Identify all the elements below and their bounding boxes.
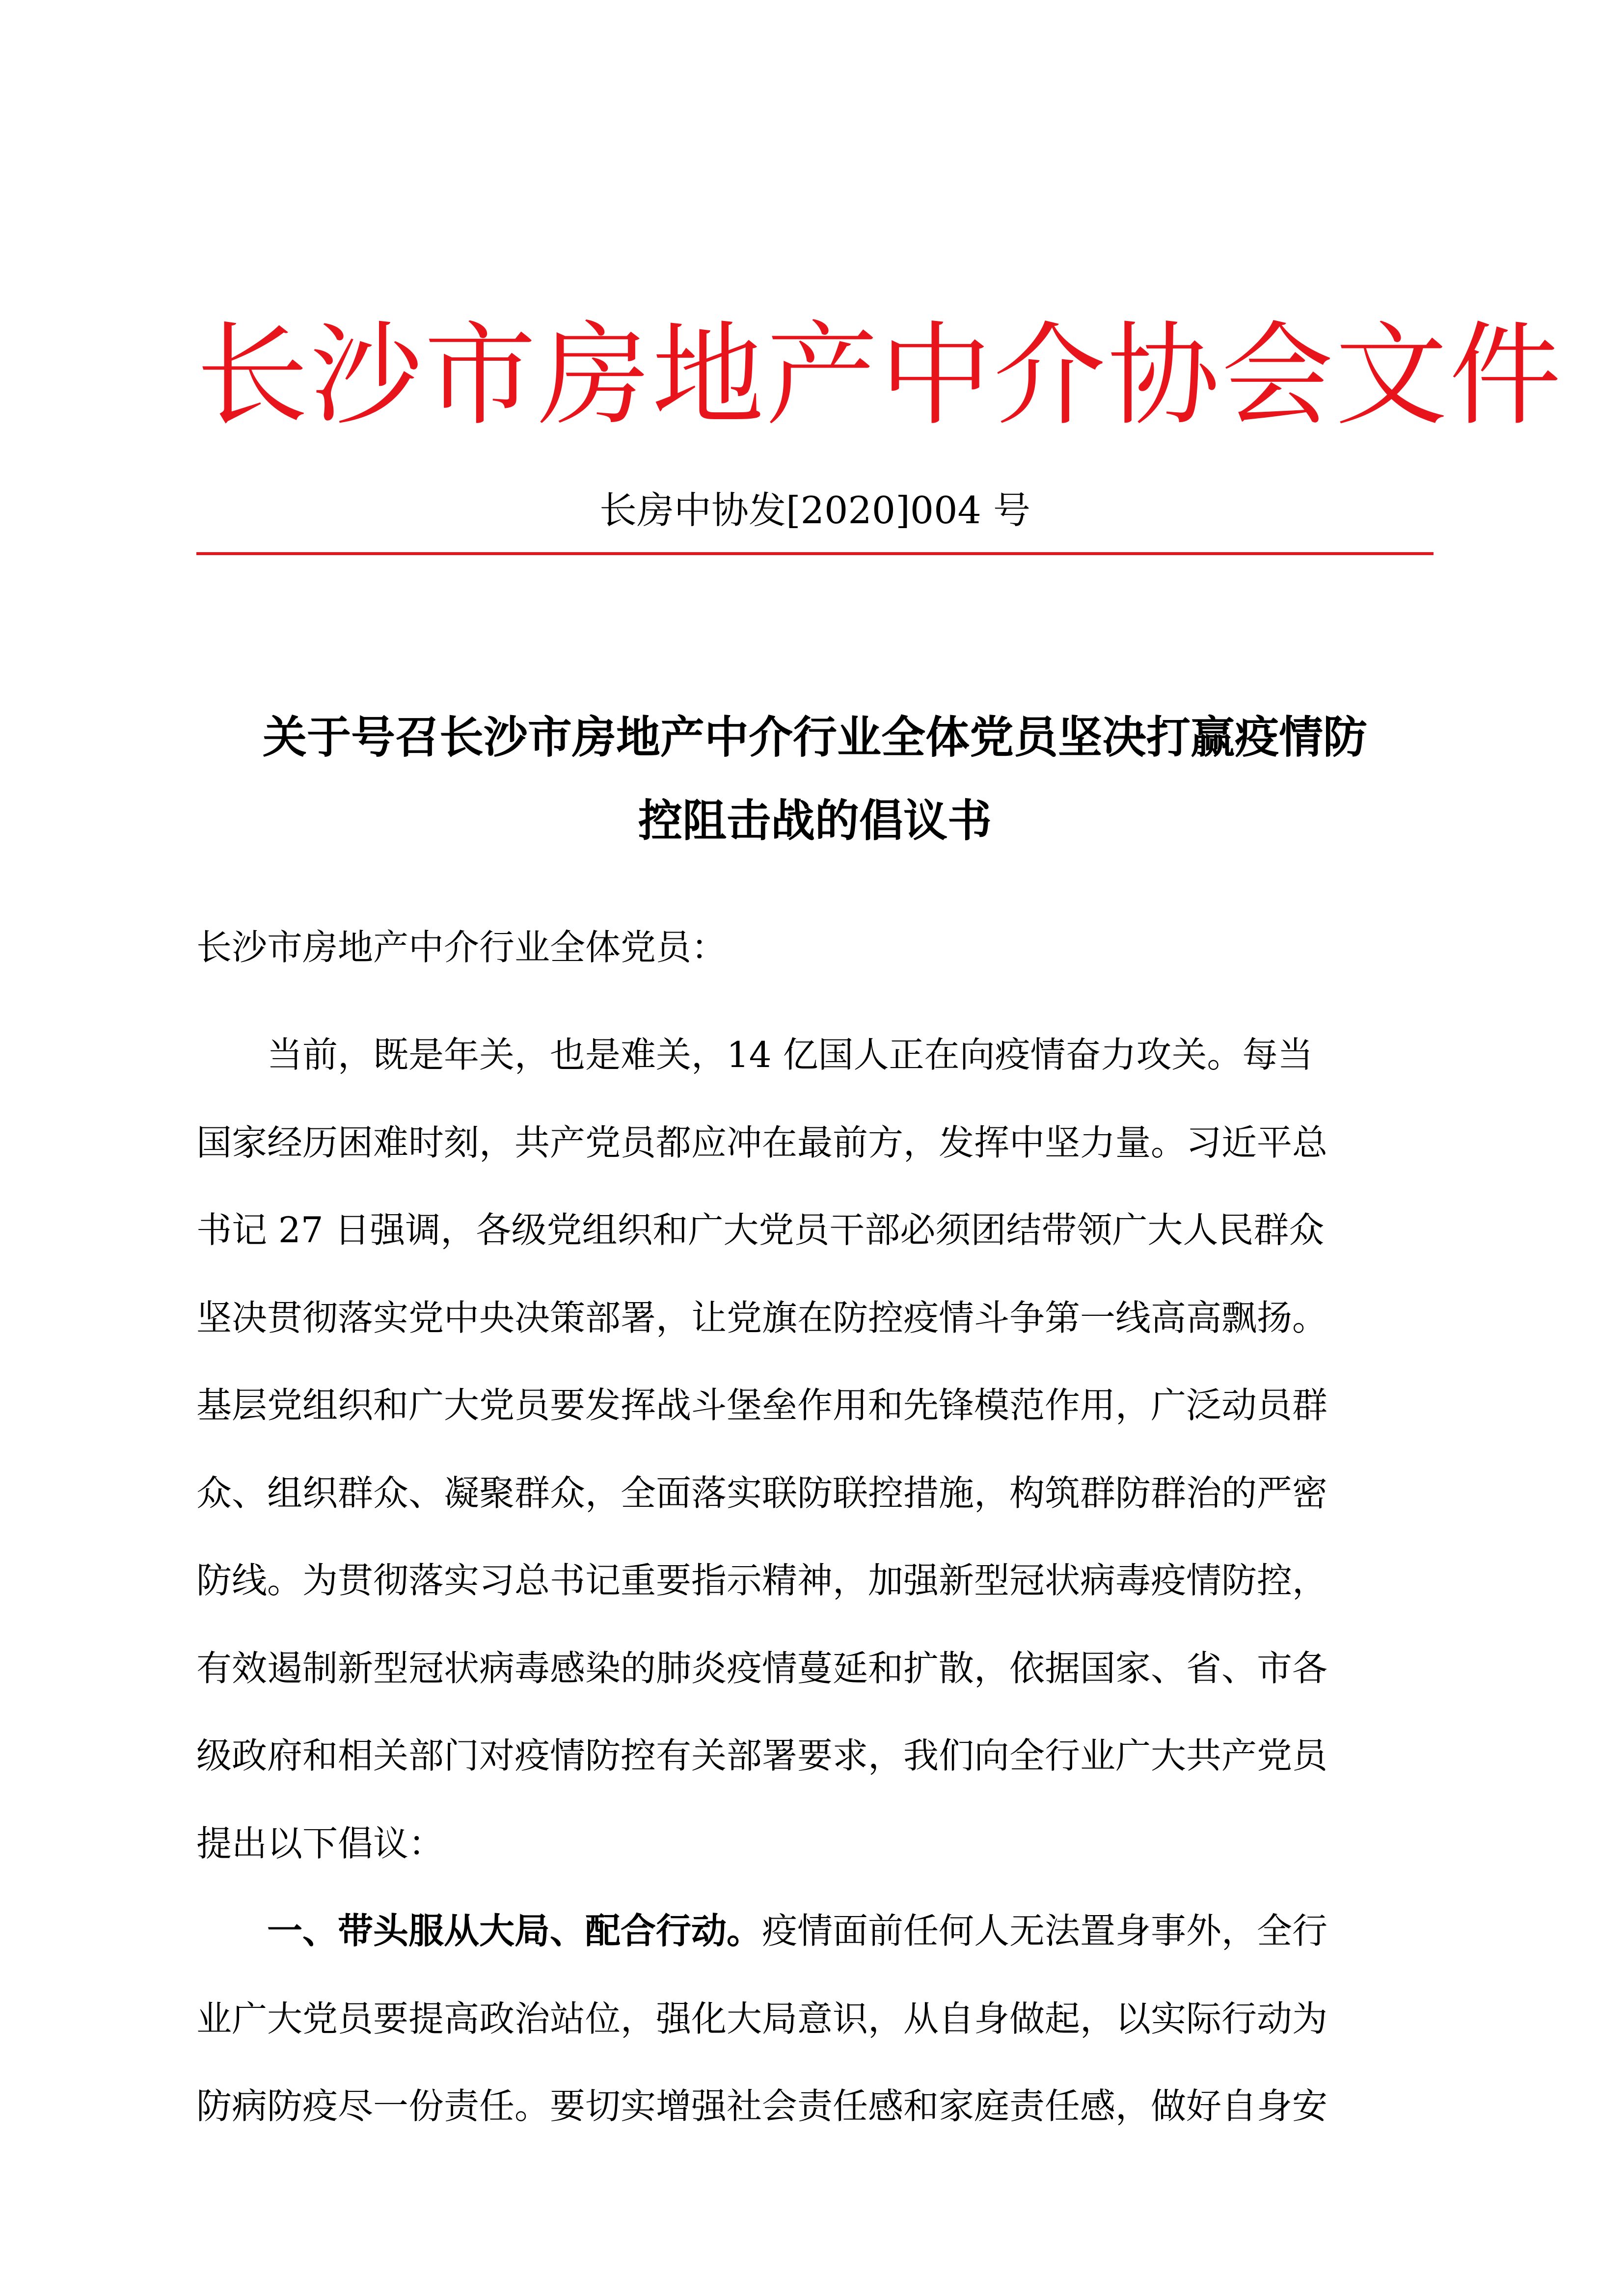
masthead-title: 长沙市房地产中介协会文件 — [196, 310, 1563, 441]
document-title-line: 控阻击战的倡议书 — [638, 795, 992, 847]
document-title — [196, 696, 1434, 863]
paragraph-line: 书记 27 日强调，各级党组织和广大党员干部必须团结带领广大人民群众 — [196, 1209, 1325, 1251]
paragraph-line: 防病防疫尽一份责任。要切实增强社会责任感和家庭责任感，做好自身安 — [196, 2085, 1328, 2127]
paragraph-line: 当前，既是年关，也是难关，14 亿国人正在向疫情奋力攻关。每当 — [267, 1034, 1313, 1075]
paragraph-line: 提出以下倡议： — [196, 1822, 444, 1864]
paragraph-line: 有效遏制新型冠状病毒感染的肺炎疫情蔓延和扩散，依据国家、省、市各 — [196, 1647, 1328, 1689]
paragraph-line: 国家经历困难时刻，共产党员都应冲在最前方，发挥中坚力量。习近平总 — [196, 1121, 1328, 1163]
paragraph-line: 坚决贯彻落实党中央决策部署，让党旗在防控疫情斗争第一线高高飘扬。 — [196, 1297, 1328, 1338]
document-body — [196, 1011, 1434, 2150]
paragraph-line: 众、组织群众、凝聚群众，全面落实联防联控措施，构筑群防群治的严密 — [196, 1472, 1328, 1514]
paragraph-line: 级政府和相关部门对疫情防控有关部署要求，我们向全行业广大共产党员 — [196, 1735, 1328, 1776]
salutation: 长沙市房地产中介行业全体党员： — [196, 927, 727, 968]
red-divider-line — [196, 552, 1434, 555]
document-title-line: 关于号召长沙市房地产中介行业全体党员坚决打赢疫情防 — [263, 712, 1367, 763]
paragraph-text: 疫情面前任何人无法置身事外，全行 — [762, 1910, 1328, 1951]
section-heading: 一、带头服从大局、配合行动。 — [267, 1910, 762, 1951]
paragraph-line: 基层党组织和广大党员要发挥战斗堡垒作用和先锋模范作用，广泛动员群 — [196, 1385, 1328, 1426]
paragraph-line: 业广大党员要提高政治站位，强化大局意识，从自身做起，以实际行动为 — [196, 1998, 1328, 2039]
document-number: 长房中协发[2020]004 号 — [599, 488, 1030, 532]
paragraph-line: 防线。为贯彻落实习总书记重要指示精神，加强新型冠状病毒疫情防控， — [196, 1560, 1328, 1601]
paragraph-line — [196, 1887, 1434, 1975]
